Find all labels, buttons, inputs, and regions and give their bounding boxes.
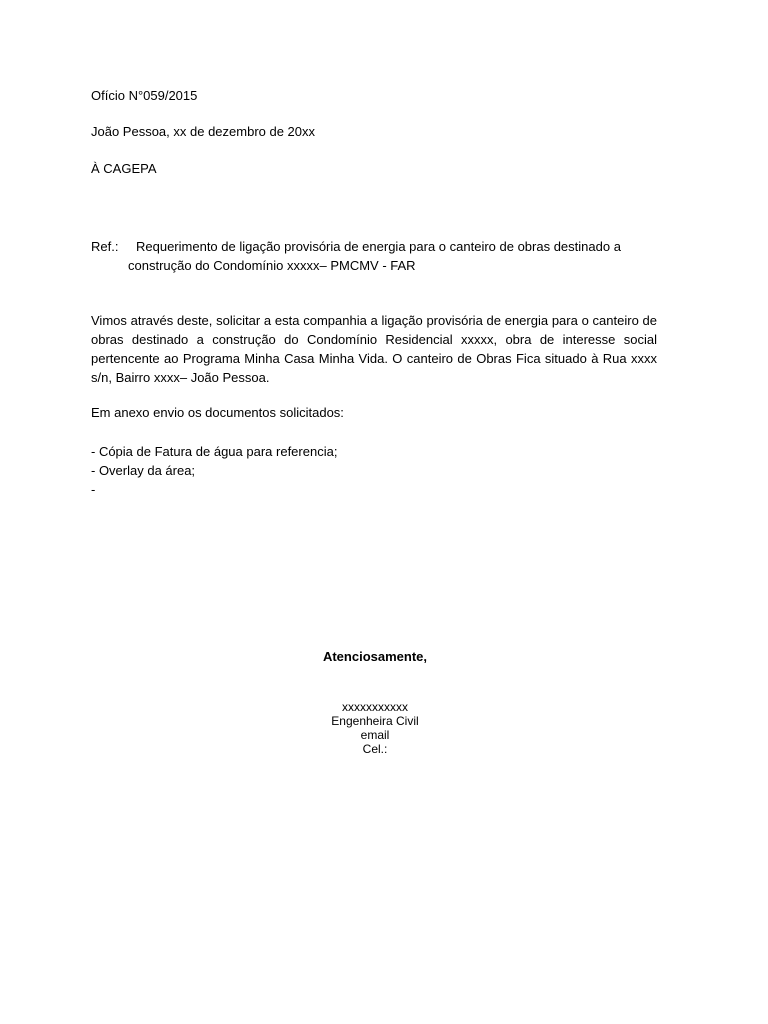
annex-intro: Em anexo envio os documentos solicitados: <box>91 405 344 420</box>
recipient: À CAGEPA <box>91 161 157 176</box>
letter-number: Ofício N°059/2015 <box>91 88 198 103</box>
place-date: João Pessoa, xx de dezembro de 20xx <box>91 124 316 139</box>
annex-list <box>91 442 337 499</box>
reference-label: Ref.: <box>91 239 119 254</box>
list-item: - Overlay da área; <box>91 463 196 478</box>
reference-line-1: Requerimento de ligação provisória de energia para o canteiro de obras destinado a <box>136 239 621 254</box>
reference-text <box>128 237 657 275</box>
signature-name: xxxxxxxxxxx <box>342 700 408 714</box>
reference-line-2: construção do Condomínio xxxxx– PMCMV - FAR <box>128 258 416 273</box>
signature-email: email <box>360 728 390 742</box>
reference-block <box>91 237 657 275</box>
body-paragraph: Vimos através deste, solicitar a esta companhia a ligação provisória de energia para o canteiro de obras destinado a construção do Condomínio Residencial xxxxx, obra de interesse social pertencente ao Programa Minha Casa Minha Vida. O canteiro de Obras Fica situado à Rua xxxx s/n, Bairro xxxx– João Pessoa. <box>91 313 657 385</box>
signature-phone: Cel.: <box>362 742 388 756</box>
list-item: - <box>91 482 96 497</box>
list-item: - Cópia de Fatura de água para referencia; <box>91 444 338 459</box>
closing: Atenciosamente, <box>322 649 428 664</box>
signature-block <box>0 700 750 756</box>
signature-title: Engenheira Civil <box>331 714 419 728</box>
